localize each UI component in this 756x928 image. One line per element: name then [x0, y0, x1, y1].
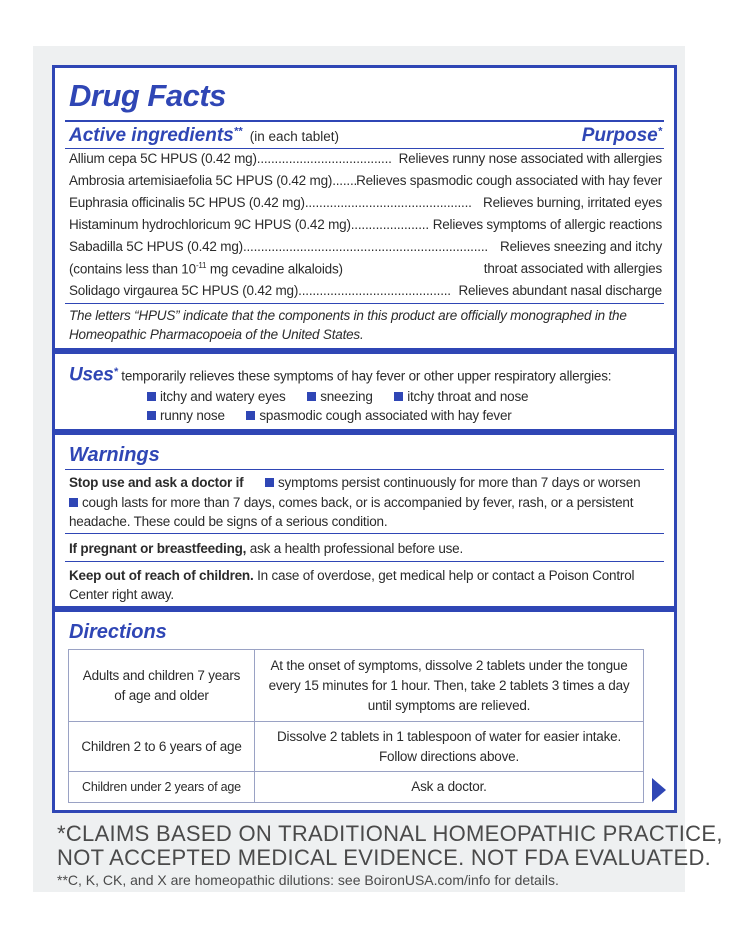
ingredient-row — [69, 173, 662, 188]
purpose-heading: Purpose — [581, 125, 658, 146]
stop-use-item: symptoms persist continuously for more than 7 days or worsen — [278, 475, 641, 490]
pregnancy-text: ask a health professional before use. — [249, 541, 464, 556]
ingredient-row — [69, 151, 662, 166]
warnings-rule — [65, 533, 664, 534]
stop-use-line — [69, 493, 662, 512]
ingredient-row — [69, 261, 662, 277]
ingredient-name: Sabadilla 5C HPUS (0.42 mg) — [69, 239, 243, 254]
ingredient-row — [69, 195, 662, 210]
warnings-rule — [65, 469, 664, 470]
directions-panel — [52, 609, 677, 813]
active-ingredients-heading: Active ingredients — [69, 125, 234, 146]
stop-use-item: cough lasts for more than 7 days, comes back, or is accompanied by fever, rash, or a persistent — [82, 495, 634, 510]
ingredient-purpose: Relieves symptoms of allergic reactions — [432, 217, 662, 232]
dosage-cell: Dissolve 2 tablets in 1 tablespoon of water for easier intake. Follow directions above. — [255, 722, 644, 772]
directions-table — [68, 649, 644, 803]
uses-item: runny nose — [147, 408, 225, 423]
square-bullet-icon — [394, 392, 403, 401]
leader-dots: ..................................................................... — [242, 239, 488, 254]
uses-item: itchy throat and nose — [394, 389, 528, 404]
stop-use-section — [69, 473, 662, 531]
ingredient-row — [69, 239, 662, 254]
pregnancy-label: If pregnant or breastfeeding, — [69, 541, 247, 556]
uses-item: spasmodic cough associated with hay fever — [246, 408, 511, 423]
stop-use-label: Stop use and ask a doctor if — [69, 475, 244, 490]
table-row — [69, 650, 644, 722]
square-bullet-icon — [147, 392, 156, 401]
uses-list-row — [147, 406, 662, 425]
hpus-rule — [65, 303, 664, 304]
ingredient-name: Euphrasia officinalis 5C HPUS (0.42 mg) — [69, 195, 305, 210]
dosage-cell: At the onset of symptoms, dissolve 2 tablets under the tongue every 15 minutes for 1 hour. Then, take 2 tablets 3 times a day until symptoms are relieved. — [255, 650, 644, 722]
children-text-cont: Center right away. — [69, 587, 174, 602]
stop-use-item-cont: headache. These could be signs of a serious condition. — [69, 514, 388, 529]
triangle-right-icon[interactable] — [652, 778, 666, 802]
children-label: Keep out of reach of children. — [69, 568, 254, 583]
active-heading-note: (in each tablet) — [249, 129, 340, 144]
ingredient-row — [69, 283, 662, 298]
ingredient-note: (contains less than 10 — [69, 261, 196, 277]
directions-heading: Directions — [69, 621, 167, 643]
table-row — [69, 772, 644, 803]
hpus-note — [69, 306, 662, 344]
leader-dots: ...................................... — [256, 151, 392, 166]
ingredient-note-exponent: -11 — [195, 261, 207, 270]
age-group-cell: Adults and children 7 years of age and older — [69, 650, 255, 722]
uses-item: itchy and watery eyes — [147, 389, 286, 404]
age-group-cell: Children 2 to 6 years of age — [69, 722, 255, 772]
uses-intro: temporarily relieves these symptoms of hay fever or other upper respiratory allergies: — [121, 368, 612, 384]
uses-intro-line — [69, 363, 662, 386]
warnings-rule — [65, 561, 664, 562]
ingredient-purpose: Relieves burning, irritated eyes — [483, 195, 662, 210]
square-bullet-icon — [265, 478, 274, 487]
purpose-mark: * — [657, 125, 662, 138]
ingredient-note-rest: mg cevadine alkaloids) — [206, 261, 343, 277]
warnings-panel — [52, 432, 677, 609]
age-group-cell: Children under 2 years of age — [69, 772, 255, 803]
uses-panel — [52, 351, 677, 432]
title-rule — [65, 120, 664, 122]
ingredient-purpose: Relieves sneezing and itchy — [500, 239, 662, 254]
drug-facts-title: Drug Facts — [69, 78, 226, 113]
hpus-note-line: The letters “HPUS” indicate that the components in this product are officially monographed in the — [69, 308, 627, 323]
ingredient-name: Histaminum hydrochloricum 9C HPUS (0.42 mg) — [69, 217, 351, 232]
stop-use-line — [69, 473, 662, 492]
ingredient-purpose: Relieves runny nose associated with allergies — [398, 151, 662, 166]
drug-facts-panel — [52, 65, 677, 351]
uses-item: sneezing — [307, 389, 372, 404]
square-bullet-icon — [246, 411, 255, 420]
active-ingredients-header — [69, 125, 662, 149]
ingredient-name: Ambrosia artemisiaefolia 5C HPUS (0.42 mg) — [69, 173, 333, 188]
table-row — [69, 722, 644, 772]
ingredients-rule — [65, 148, 664, 149]
square-bullet-icon — [69, 498, 78, 507]
uses-heading: Uses — [69, 364, 114, 386]
uses-mark: * — [113, 366, 118, 378]
claims-line: *CLAIMS BASED ON TRADITIONAL HOMEOPATHIC PRACTICE, — [57, 821, 723, 846]
ingredient-purpose: throat associated with allergies — [483, 261, 662, 276]
leader-dots: ...................... — [350, 217, 429, 232]
square-bullet-icon — [147, 411, 156, 420]
ingredient-name: Allium cepa 5C HPUS (0.42 mg) — [69, 151, 257, 166]
claims-line: NOT ACCEPTED MEDICAL EVIDENCE. NOT FDA EVALUATED. — [57, 845, 712, 870]
dilutions-note: **C, K, CK, and X are homeopathic dilutions: see BoironUSA.com/info for details. — [57, 872, 559, 888]
warnings-heading: Warnings — [69, 444, 160, 466]
ingredient-row — [69, 217, 662, 232]
ingredient-name: Solidago virgaurea 5C HPUS (0.42 mg) — [69, 283, 299, 298]
ingredient-purpose: Relieves abundant nasal discharge — [458, 283, 662, 298]
square-bullet-icon — [307, 392, 316, 401]
ingredient-purpose: Relieves spasmodic cough associated with hay fever — [356, 173, 662, 188]
dosage-cell: Ask a doctor. — [255, 772, 644, 803]
leader-dots: ....... — [332, 173, 358, 188]
hpus-note-line: Homeopathic Pharmacopoeia of the United States. — [69, 327, 364, 342]
leader-dots: ............................................... — [304, 195, 472, 210]
children-text: In case of overdose, get medical help or contact a Poison Control — [257, 568, 635, 583]
active-heading-mark: ** — [233, 125, 243, 138]
leader-dots: ........................................... — [298, 283, 451, 298]
uses-list-row — [147, 387, 662, 406]
children-warning — [69, 566, 662, 604]
pregnancy-warning — [69, 539, 662, 558]
